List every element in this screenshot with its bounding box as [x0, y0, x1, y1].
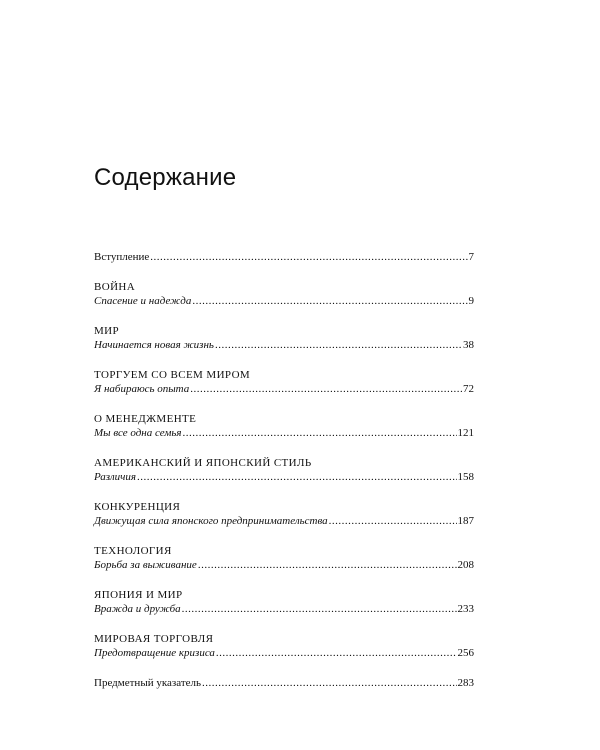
section-subtitle: Я набираюсь опыта — [94, 383, 190, 395]
toc-entry[interactable] — [94, 294, 474, 308]
dot-leader — [190, 382, 462, 396]
page-title: Содержание — [94, 164, 237, 191]
dot-leader — [202, 676, 456, 690]
page-number: 158 — [457, 471, 474, 483]
section-heading: О МЕНЕДЖМЕНТЕ — [94, 413, 197, 425]
dot-leader — [198, 558, 457, 572]
section-heading: ЯПОНИЯ И МИР — [94, 589, 183, 601]
toc-entry-intro[interactable] — [94, 250, 474, 264]
toc-entry[interactable] — [94, 426, 474, 440]
toc-entry[interactable] — [94, 514, 474, 528]
section-subtitle: Борьба за выживание — [94, 559, 197, 571]
section-subtitle: Движущая сила японского предпринимательства — [94, 515, 328, 527]
page-number: 187 — [457, 515, 474, 527]
page-number: 233 — [457, 603, 474, 615]
section-subtitle: Спасение и надежда — [94, 295, 192, 307]
dot-leader — [329, 514, 457, 528]
section-heading: ВОЙНА — [94, 281, 136, 293]
section-subtitle: Мы все одна семья — [94, 427, 182, 439]
section-heading: МИРОВАЯ ТОРГОВЛЯ — [94, 633, 214, 645]
toc-entry-index[interactable] — [94, 676, 474, 690]
page-number: 283 — [457, 677, 474, 689]
dot-leader — [192, 294, 467, 308]
dot-leader — [150, 250, 467, 264]
toc-label: Предметный указатель — [94, 677, 202, 689]
dot-leader — [215, 338, 462, 352]
section-heading: МИР — [94, 325, 120, 337]
page-number: 208 — [457, 559, 474, 571]
toc-entry[interactable] — [94, 470, 474, 484]
toc-entry[interactable] — [94, 338, 474, 352]
toc-entry[interactable] — [94, 602, 474, 616]
page-number: 72 — [463, 383, 474, 395]
section-subtitle: Различия — [94, 471, 136, 483]
section-subtitle: Начинается новая жизнь — [94, 339, 214, 351]
section-heading: КОНКУРЕНЦИЯ — [94, 501, 181, 513]
toc-entry[interactable] — [94, 646, 474, 660]
dot-leader — [137, 470, 457, 484]
table-of-contents — [94, 250, 474, 690]
page-number: 256 — [457, 647, 474, 659]
page-number: 38 — [463, 339, 474, 351]
page-number: 7 — [468, 251, 474, 263]
dot-leader — [182, 602, 457, 616]
section-heading: АМЕРИКАНСКИЙ И ЯПОНСКИЙ СТИЛЬ — [94, 457, 312, 469]
section-subtitle: Предотвращение кризиса — [94, 647, 215, 659]
section-heading: ТЕХНОЛОГИЯ — [94, 545, 172, 557]
section-subtitle: Вражда и дружба — [94, 603, 181, 615]
dot-leader — [182, 426, 456, 440]
page-number: 121 — [457, 427, 474, 439]
dot-leader — [216, 646, 457, 660]
toc-entry[interactable] — [94, 558, 474, 572]
toc-label: Вступление — [94, 251, 150, 263]
page-number: 9 — [468, 295, 474, 307]
toc-entry[interactable] — [94, 382, 474, 396]
section-heading: ТОРГУЕМ СО ВСЕМ МИРОМ — [94, 369, 251, 381]
